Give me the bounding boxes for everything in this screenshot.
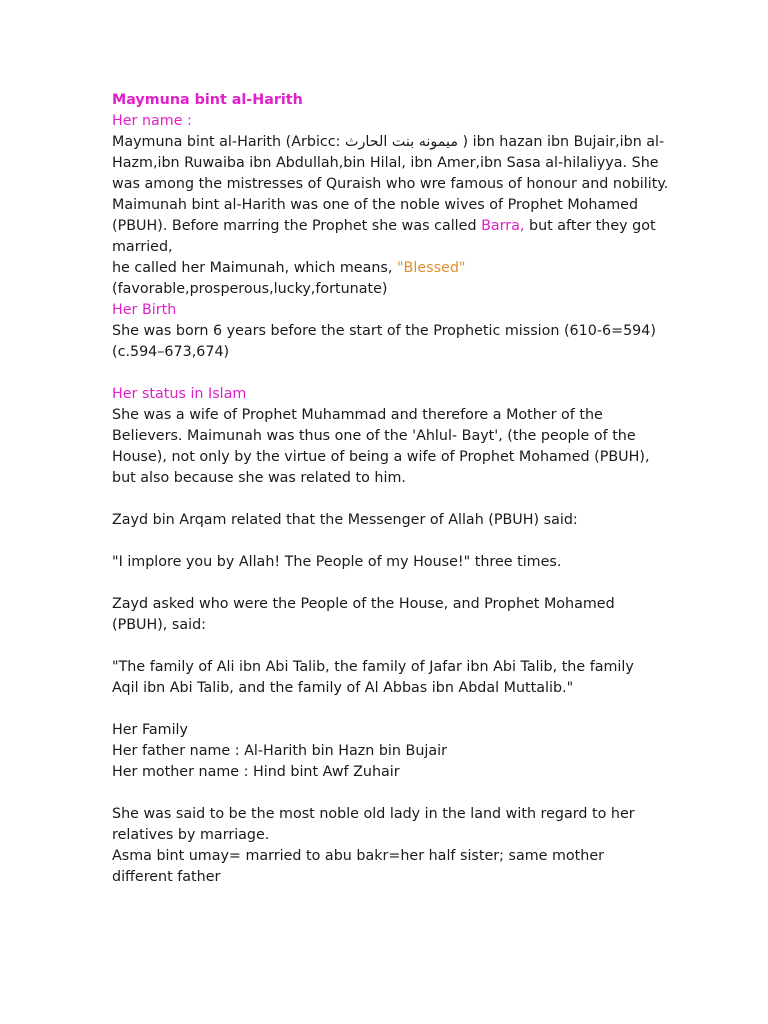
name-paragraph-line: was among the mistresses of Quraish who wre famous of honour and nobility.: [112, 176, 669, 192]
spacer: [112, 363, 672, 384]
quote-line: Aqil ibn Abi Talib, and the family of Al Abbas ibn Abdal Muttalib.": [112, 680, 574, 696]
status-heading: Her status in Islam: [112, 386, 247, 402]
name-paragraph-line: [112, 216, 672, 237]
zayd-paragraph-line: Zayd asked who were the People of the House, and Prophet Mohamed: [112, 596, 615, 612]
noble-paragraph-line: relatives by marriage.: [112, 827, 270, 843]
blessed-highlight: "Blessed": [396, 260, 466, 276]
name-text: he called her Maimunah, which means,: [112, 260, 397, 276]
name-paragraph-line: (favorable,prosperous,lucky,fortunate): [112, 281, 388, 297]
status-paragraph-line: but also because she was related to him.: [112, 470, 406, 486]
name-paragraph-line: Hazm,ibn Ruwaiba ibn Abdullah,bin Hilal, ibn Amer,ibn Sasa al-hilaliyya. She: [112, 155, 659, 171]
arabic-name: ميمونه بنت الحارث: [345, 134, 458, 150]
name-paragraph-line: [112, 132, 672, 153]
asma-paragraph-line: different father: [112, 869, 221, 885]
document-page: [112, 90, 672, 888]
zayd-paragraph-line: Zayd bin Arqam related that the Messenger of Allah (PBUH) said:: [112, 512, 578, 528]
name-paragraph-line: married,: [112, 239, 173, 255]
name-text: but after they got: [524, 218, 656, 234]
document-title: Maymuna bint al-Harith: [112, 92, 303, 108]
birth-paragraph-line: (c.594–673,674): [112, 344, 230, 360]
birth-paragraph-line: She was born 6 years before the start of the Prophetic mission (610-6=594): [112, 323, 656, 339]
name-text: ) ibn hazan ibn Bujair,ibn al-: [457, 134, 665, 150]
mother-name: Her mother name : Hind bint Awf Zuhair: [112, 764, 400, 780]
spacer: [112, 489, 672, 510]
name-paragraph-line: [112, 258, 672, 279]
asma-paragraph-line: Asma bint umay= married to abu bakr=her half sister; same mother: [112, 848, 604, 864]
her-name-heading: Her name :: [112, 113, 192, 129]
birth-heading: Her Birth: [112, 302, 177, 318]
spacer: [112, 699, 672, 720]
name-paragraph-line: Maimunah bint al-Harith was one of the noble wives of Prophet Mohamed: [112, 197, 639, 213]
status-paragraph-line: She was a wife of Prophet Muhammad and therefore a Mother of the: [112, 407, 603, 423]
spacer: [112, 636, 672, 657]
barra-highlight: Barra,: [481, 218, 525, 234]
status-paragraph-line: House), not only by the virtue of being a wife of Prophet Mohamed (PBUH),: [112, 449, 650, 465]
quote-line: "I implore you by Allah! The People of my House!" three times.: [112, 554, 562, 570]
name-text: (PBUH). Before marring the Prophet she was called: [112, 218, 482, 234]
status-paragraph-line: Believers. Maimunah was thus one of the 'Ahlul- Bayt', (the people of the: [112, 428, 636, 444]
spacer: [112, 531, 672, 552]
spacer: [112, 573, 672, 594]
family-heading: Her Family: [112, 722, 188, 738]
quote-line: "The family of Ali ibn Abi Talib, the family of Jafar ibn Abi Talib, the family: [112, 659, 634, 675]
father-name: Her father name : Al-Harith bin Hazn bin Bujair: [112, 743, 447, 759]
name-text: Maymuna bint al-Harith (Arbicc:: [112, 134, 346, 150]
spacer: [112, 783, 672, 804]
noble-paragraph-line: She was said to be the most noble old lady in the land with regard to her: [112, 806, 635, 822]
zayd-paragraph-line: (PBUH), said:: [112, 617, 206, 633]
